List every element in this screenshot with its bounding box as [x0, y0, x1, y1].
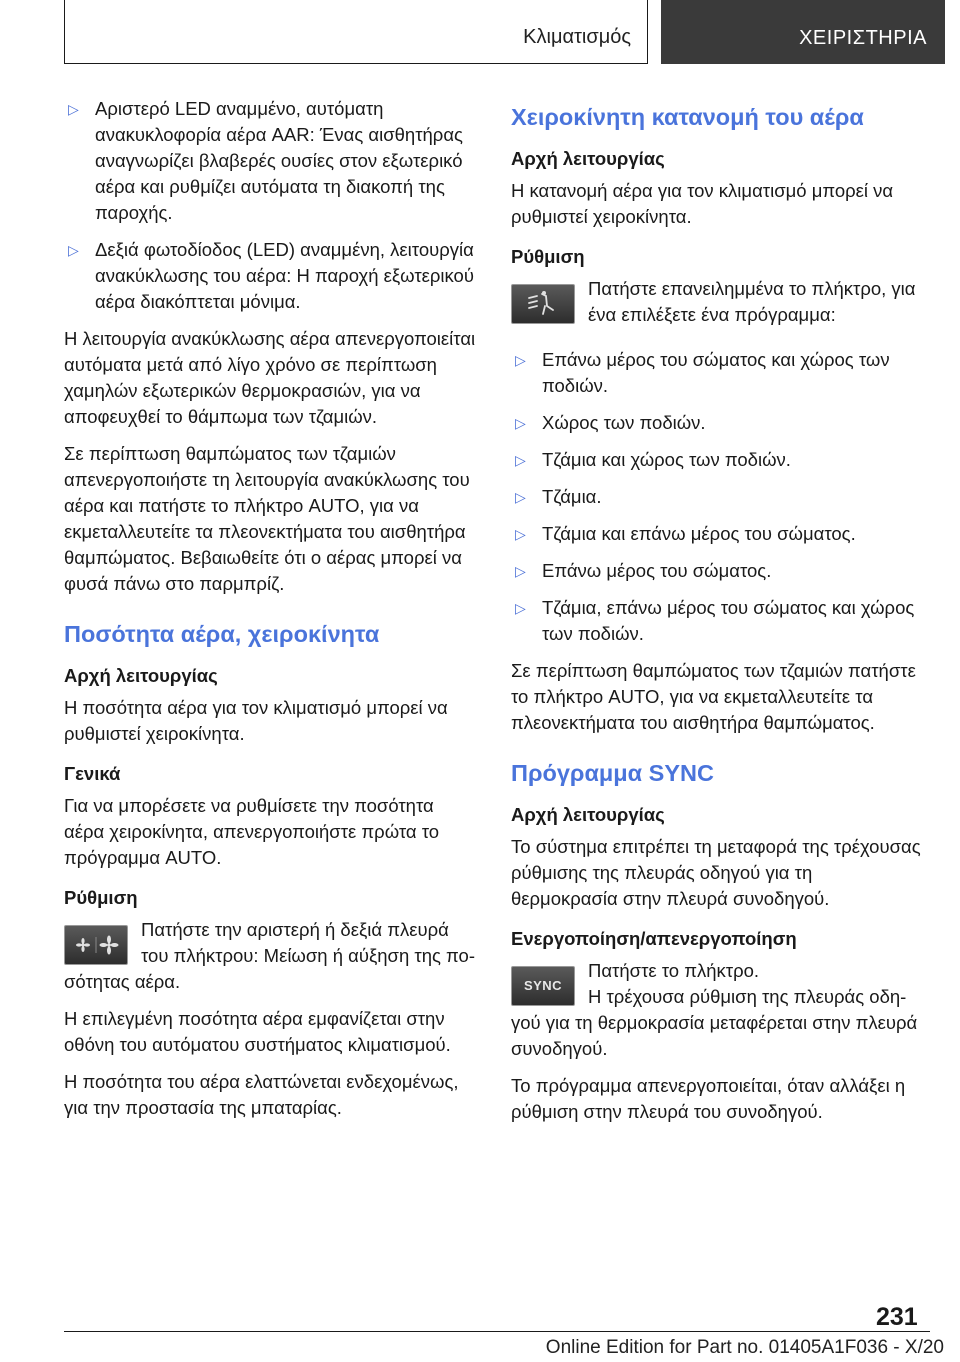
- fan-speed-button-icon: [64, 925, 128, 965]
- list-item: ▷ Τζάμια και χώρος των ποδιών.: [511, 447, 923, 473]
- triangle-bullet-icon: ▷: [515, 352, 526, 368]
- footer-edition: Online Edition for Part no. 01405A1F036 - X/20: [545, 1337, 944, 1358]
- right-column: [511, 96, 923, 1136]
- triangle-bullet-icon: ▷: [515, 563, 526, 579]
- header-section-title: Κλιματισμός: [523, 26, 631, 48]
- triangle-bullet-icon: ▷: [515, 489, 526, 505]
- section-heading: Ποσότητα αέρα, χειροκίνητα: [64, 621, 380, 647]
- air-distribution-button-icon: [511, 284, 575, 324]
- triangle-bullet-icon: ▷: [68, 101, 79, 117]
- paragraph: Το σύστημα επιτρέπει τη μεταφορά της τρέχουσας ρύθμισης της πλευράς οδηγού για τη θερμοκρασία στην πλευρά συνοδηγού.: [511, 836, 921, 909]
- list-item: ▷ Αριστερό LED αναμμένο, αυτόματη ανακυκλοφορία αέρα AAR: Ένας αισθητήρας αναγνωρίζει βλαβερές ουσίες στον εξωτερικό αέρα και ρυθμίζει αυτόματα τη διακοπή της παροχής.: [68, 98, 463, 223]
- subheading: Αρχή λειτουργίας: [511, 148, 665, 169]
- paragraph: Η ποσότητα του αέρα ελαττώνεται ενδεχομένως, για την προστασία της μπαταρίας.: [64, 1071, 459, 1118]
- paragraph: Το πρόγραμμα απενεργοποιείται, όταν αλλάξει η ρύθμιση στην πλευρά του συνοδηγού.: [511, 1075, 906, 1122]
- distribution-button-instruction: Πατήστε επανειλημμένα το πλήκτρο, για ένα επιλέξετε ένα πρόγραμμα:: [511, 276, 923, 336]
- paragraph: Η λειτουργία ανακύκλωσης αέρα απενεργοποιείται αυτόματα μετά από λίγο χρόνο σε περίπτωση χαμηλών εξωτερικών θερμοκρασιών, για να αποφευχθεί το θάμπωμα των τζαμιών.: [64, 328, 476, 427]
- footer-divider: [64, 1331, 930, 1332]
- list-item: ▷ Τζάμια, επάνω μέρος του σώματος και χώρος των ποδιών.: [515, 597, 915, 644]
- header-chapter-title: ΧΕΙΡΙΣΤΗΡΙΑ: [799, 27, 927, 49]
- subheading: Αρχή λειτουργίας: [511, 804, 665, 825]
- list-item: ▷ Χώρος των ποδιών.: [511, 410, 923, 436]
- triangle-bullet-icon: ▷: [515, 526, 526, 542]
- page-number: 231: [876, 1303, 918, 1331]
- section-heading: Πρόγραμμα SYNC: [511, 760, 714, 786]
- triangle-bullet-icon: ▷: [515, 600, 526, 616]
- paragraph: Σε περίπτωση θαμπώματος των τζαμιών απενεργοποιήστε τη λειτουργία ανακύκλωσης του αέρα και πατήστε το πλήκτρο AUTO, για να εκμεταλλευτείτε τα πλεονεκτήματα του αισθητήρα θαμπώματος. Βεβαιωθείτε ότι ο αέρας μπορεί να φυσά πάνω στο παρμπρίζ.: [64, 443, 470, 594]
- left-column: [64, 96, 476, 1132]
- list-item: ▷ Επάνω μέρος του σώματος και χώρος των ποδιών.: [515, 349, 890, 396]
- subheading: Ρύθμιση: [511, 246, 585, 267]
- list-item: ▷ Δεξιά φωτοδίοδος (LED) αναμμένη, λειτουργία ανακύκλωσης του αέρα: Η παροχή εξωτερικού αέρα διακόπτεται μόνιμα.: [68, 239, 474, 312]
- triangle-bullet-icon: ▷: [515, 415, 526, 431]
- paragraph: Για να μπορέσετε να ρυθμίσετε την ποσότητα αέρα χειροκίνητα, απενεργοποιήστε πρώτα το πρόγραμμα AUTO.: [64, 795, 440, 868]
- paragraph: Η κατανομή αέρα για τον κλιματισμό μπορεί να ρυθμιστεί χειροκίνητα.: [511, 180, 894, 227]
- list-item: ▷ Επάνω μέρος του σώματος.: [511, 558, 923, 584]
- subheading: Αρχή λειτουργίας: [64, 665, 218, 686]
- paragraph: Η ποσότητα αέρα για τον κλιματισμό μπορεί να ρυθμιστεί χειροκίνητα.: [64, 697, 448, 744]
- subheading: Ρύθμιση: [64, 887, 138, 908]
- sync-button-instruction: SYNC Πατήστε το πλήκτρο. Η τρέχουσα ρύθμιση της πλευράς οδη- γού για τη θερμοκρασία μεταφέρεται στην πλευρά συνοδηγού.: [511, 960, 918, 1059]
- subheading: Γενικά: [64, 763, 121, 784]
- paragraph: Σε περίπτωση θαμπώματος των τζαμιών πατήστε το πλήκτρο AUTO, για να εκμεταλλευτείτε τα πλεονεκτήματα του αισθητήρα θαμπώματος.: [511, 660, 916, 733]
- triangle-bullet-icon: ▷: [515, 452, 526, 468]
- fan-button-instruction: Πατήστε την αριστερή ή δεξιά πλευρά του πλήκτρου: Μείωση ή αύξηση της πο- σότητας αέρα.: [64, 919, 475, 992]
- section-heading: Χειροκίνητη κατανομή του αέρα: [511, 104, 864, 130]
- list-item: ▷ Τζάμια και επάνω μέρος του σώματος.: [511, 521, 923, 547]
- header-chapter-tab: [661, 0, 945, 64]
- list-item: ▷ Τζάμια.: [511, 484, 923, 510]
- subheading: Ενεργοποίηση/απενεργοποίηση: [511, 928, 797, 949]
- paragraph: Η επιλεγμένη ποσότητα αέρα εμφανίζεται στην οθόνη του αυτόματου συστήματος κλιματισμού.: [64, 1008, 451, 1055]
- sync-button-icon: SYNC: [511, 966, 575, 1006]
- triangle-bullet-icon: ▷: [68, 242, 79, 258]
- header-section-tab: [64, 0, 648, 64]
